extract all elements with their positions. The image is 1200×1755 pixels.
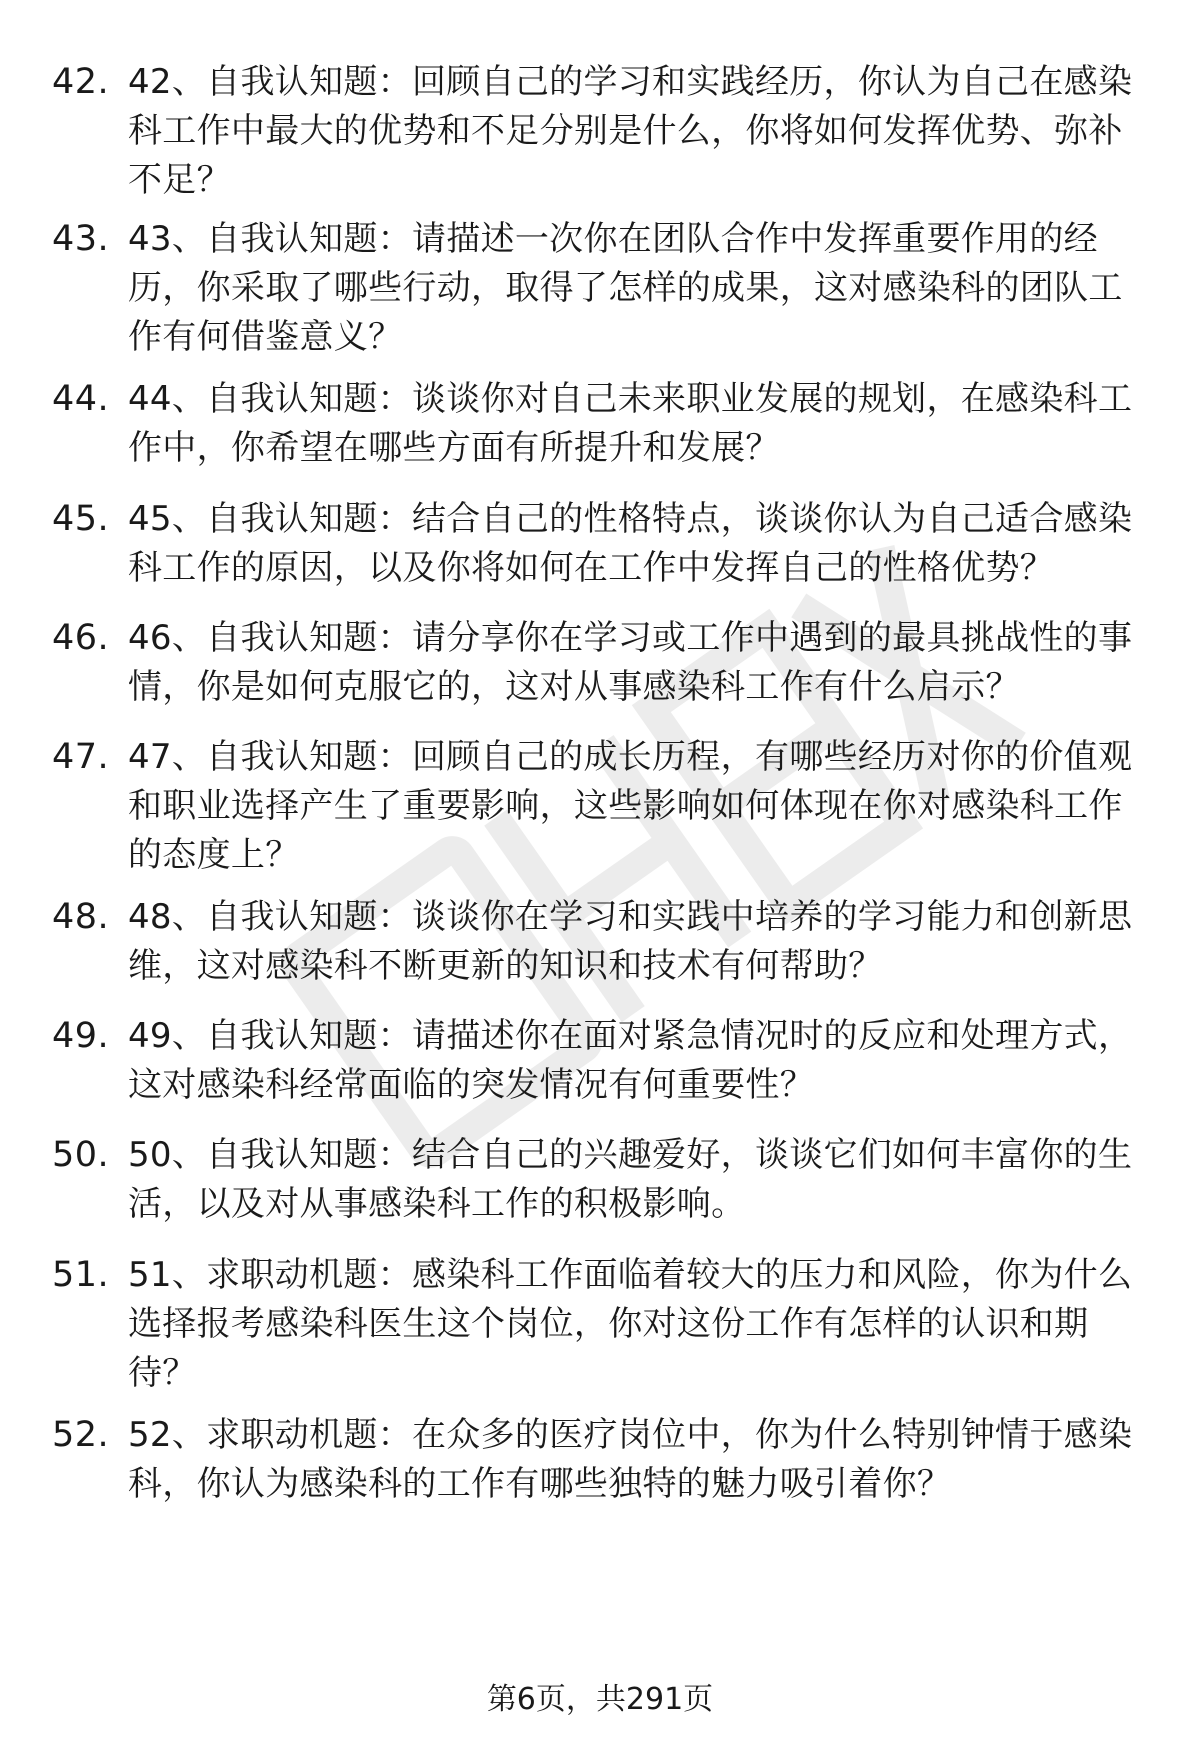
question-number: 44. xyxy=(52,379,110,419)
question-number: 51. xyxy=(52,1255,110,1295)
question-number: 46. xyxy=(52,618,110,658)
page-footer: 第6页，共291页 xyxy=(486,1682,714,1717)
question-text: 46、自我认知题：请分享你在学习或工作中遇到的最具挑战性的事情，你是如何克服它的，这对从事感染科工作有什么启示？ xyxy=(128,618,1133,707)
question-number: 47. xyxy=(52,737,110,777)
question-number: 52. xyxy=(52,1415,110,1455)
question-number: 45. xyxy=(52,499,110,539)
question-text: 44、自我认知题：谈谈你对自己未来职业发展的规划，在感染科工作中，你希望在哪些方面有所提升和发展？ xyxy=(128,379,1133,468)
question-text: 47、自我认知题：回顾自己的成长历程，有哪些经历对你的价值观和职业选择产生了重要影响，这些影响如何体现在你对感染科工作的态度上？ xyxy=(128,737,1133,875)
question-number: 50. xyxy=(52,1135,110,1175)
question-number: 48. xyxy=(52,897,110,937)
question-number: 43. xyxy=(52,219,110,259)
question-text: 52、求职动机题：在众多的医疗岗位中，你为什么特别钟情于感染科，你认为感染科的工作有哪些独特的魅力吸引着你？ xyxy=(128,1415,1133,1504)
question-text: 48、自我认知题：谈谈你在学习和实践中培养的学习能力和创新思维，这对感染科不断更新的知识和技术有何帮助？ xyxy=(128,897,1133,986)
question-number: 49. xyxy=(52,1016,110,1056)
question-text: 50、自我认知题：结合自己的兴趣爱好，谈谈它们如何丰富你的生活，以及对从事感染科工作的积极影响。 xyxy=(128,1135,1133,1224)
question-number: 42. xyxy=(52,62,110,102)
question-text: 45、自我认知题：结合自己的性格特点，谈谈你认为自己适合感染科工作的原因，以及你将如何在工作中发挥自己的性格优势？ xyxy=(128,499,1133,588)
question-text: 51、求职动机题：感染科工作面临着较大的压力和风险，你为什么选择报考感染科医生这个岗位，你对这份工作有怎样的认识和期待？ xyxy=(128,1255,1133,1393)
question-text: 43、自我认知题：请描述一次你在团队合作中发挥重要作用的经历，你采取了哪些行动，取得了怎样的成果，这对感染科的团队工作有何借鉴意义？ xyxy=(128,219,1123,357)
question-text: 49、自我认知题：请描述你在面对紧急情况时的反应和处理方式，这对感染科经常面临的突发情况有何重要性？ xyxy=(128,1016,1133,1105)
question-text: 42、自我认知题：回顾自己的学习和实践经历，你认为自己在感染科工作中最大的优势和不足分别是什么，你将如何发挥优势、弥补不足？ xyxy=(128,62,1133,200)
